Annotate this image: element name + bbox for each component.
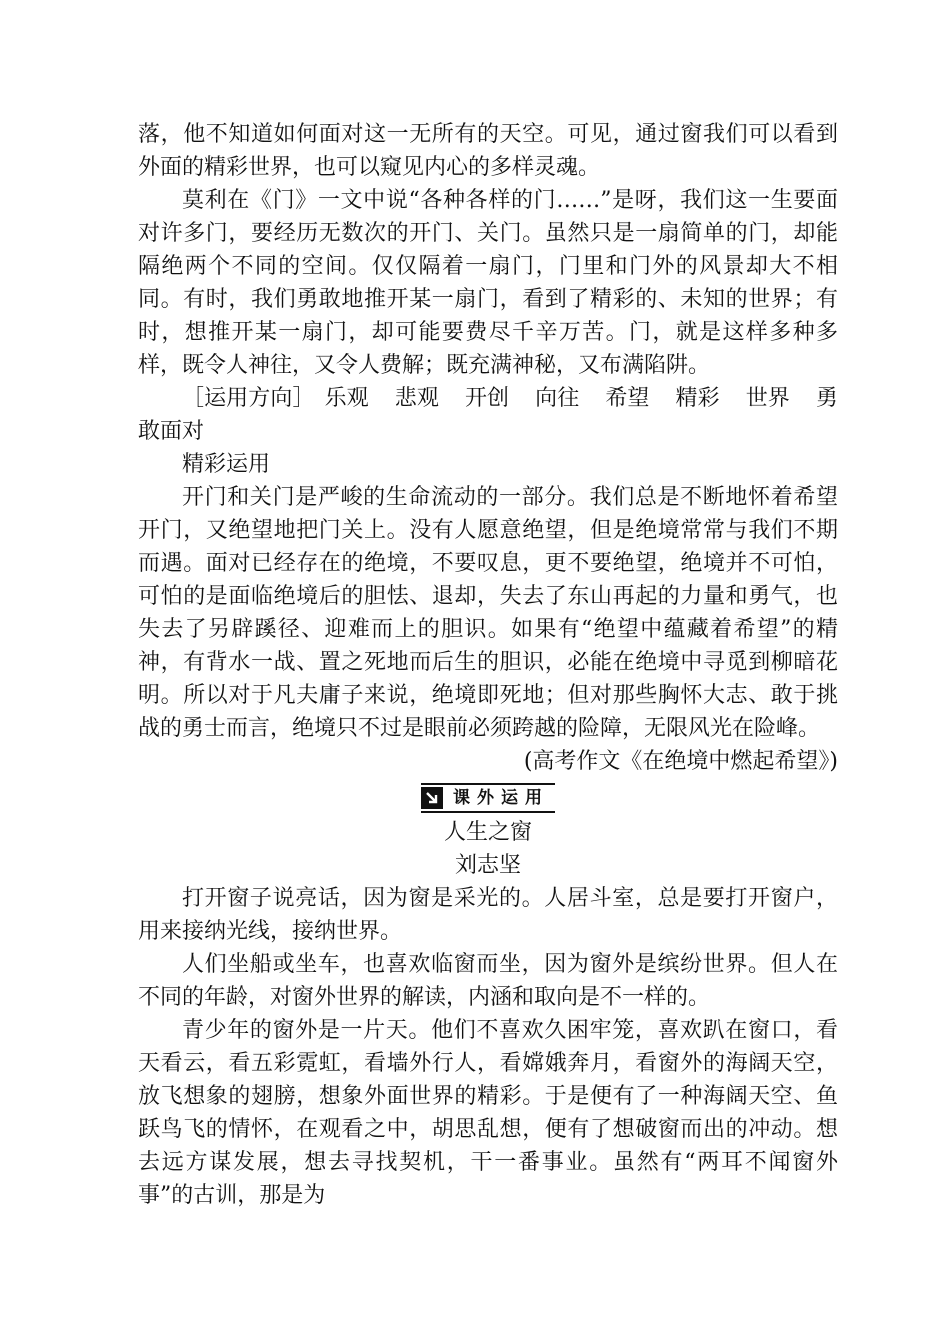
article-author: 刘志坚 [454, 853, 521, 878]
usage-word: 精彩 [675, 386, 720, 411]
arrow-down-right-icon [421, 787, 443, 809]
usage-word: 希望 [605, 386, 650, 411]
usage-tag: ［运用方向］ [182, 386, 315, 411]
essay-paragraph: 开门和关门是严峻的生命流动的一部分。我们总是不断地怀着希望开门，又绝望地把门关上。没有人愿意绝望，但是绝境常常与我们不期而遇。面对已经存在的绝境，不要叹息，更不要绝望，绝境并不可怕，可怕的是面临绝境后的胆怯、退却，失去了东山再起的力量和勇气，也失去了另辟蹊径、迎难而上的胆识。如果有“绝望中蕴藏着希望”的精神，有背水一战、置之死地而后生的胆识，必能在绝境中寻觅到柳暗花明。所以对于凡夫庸子来说，绝境即死地；但对那些胸怀大志、敢于挑战的勇士而言，绝境只不过是眼前必须跨越的险障，无限风光在险峰。 [138, 485, 838, 741]
section-banner-wrap [138, 780, 838, 816]
usage-word: 世界 [745, 386, 790, 411]
usage-word: 乐观 [324, 386, 369, 411]
usage-directions [138, 382, 838, 448]
banner-label: 课外运用 [453, 787, 549, 808]
article-paragraph: 青少年的窗外是一片天。他们不喜欢久困牢笼，喜欢趴在窗口，看天看云，看五彩霓虹，看墙外行人，看嫦娥奔月，看窗外的海阔天空，放飞想象的翅膀，想象外面世界的精彩。于是便有了一种海阔天空、鱼跃鸟飞的情怀，在观看之中，胡思乱想，便有了想破窗而出的冲动。想去远方谋发展，想去寻找契机，干一番事业。虽然有“两耳不闻窗外事”的古训，那是为 [138, 1018, 838, 1208]
article-paragraph: 人们坐船或坐车，也喜欢临窗而坐，因为窗外是缤纷世界。但人在不同的年龄，对窗外世界的解读，内涵和取向是不一样的。 [138, 952, 838, 1010]
usage-word: 向往 [535, 386, 580, 411]
usage-word: 勇敢面对 [138, 386, 838, 444]
usage-word: 悲观 [394, 386, 439, 411]
paragraph-door: 莫利在《门》一文中说“各种各样的门……”是呀，我们这一生要面对许多门，要经历无数次的开门、关门。虽然只是一扇简单的门，却能隔绝两个不同的空间。仅仅隔着一扇门，门里和门外的风景却大不相同。有时，我们勇敢地推开某一扇门，看到了精彩的、未知的世界；有时，想推开某一扇门，却可能要费尽千辛万苦。门，就是这样多种多样，既令人神往，又令人费解；既充满神秘，又布满陷阱。 [138, 188, 838, 378]
document-page [138, 118, 838, 1212]
article-paragraph: 打开窗子说亮话，因为窗是采光的。人居斗室，总是要打开窗户，用来接纳光线，接纳世界。 [138, 886, 838, 944]
usage-word: 开创 [464, 386, 510, 411]
section-banner [421, 783, 555, 813]
essay-source: (高考作文《在绝境中燃起希望》) [523, 749, 838, 774]
paragraph-window-ending: 落，他不知道如何面对这一无所有的天空。可见，通过窗我们可以看到外面的精彩世界，也可以窥见内心的多样灵魂。 [138, 122, 838, 180]
section-label: 精彩运用 [182, 452, 271, 477]
article-title: 人生之窗 [443, 820, 532, 845]
